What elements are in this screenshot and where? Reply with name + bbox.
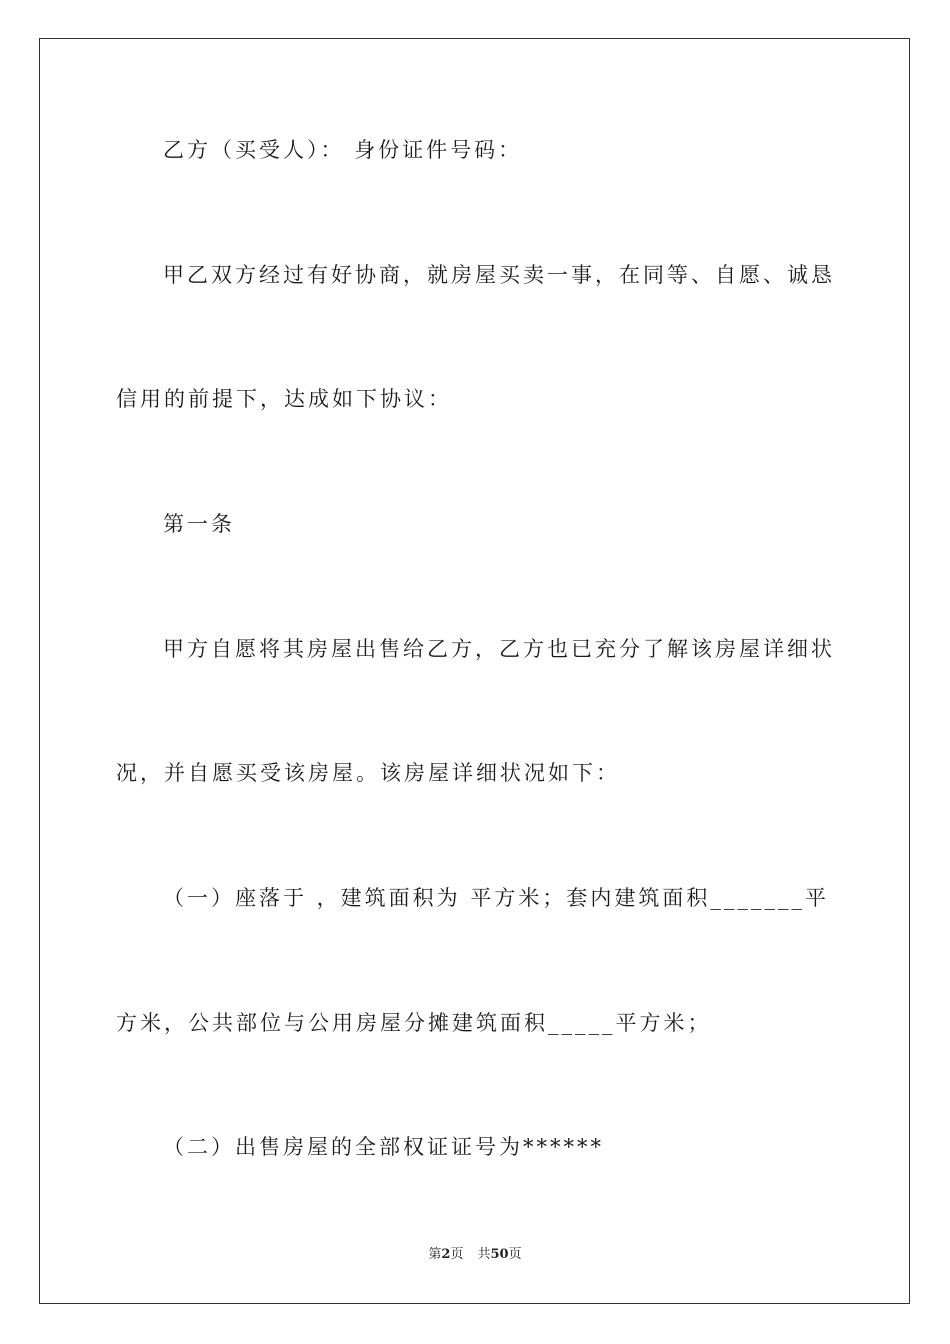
total-pages: 50 xyxy=(490,1247,509,1262)
page-suffix: 页 xyxy=(450,1247,464,1262)
paragraph-article-line-2: 况，并自愿买受该房屋。该房屋详细状况如下： xyxy=(116,761,620,785)
page-number: 2 xyxy=(441,1247,451,1262)
clause-1-line-2: 方米，公共部位与公用房屋分摊建筑面积_____平方米； xyxy=(116,1011,712,1035)
buyer-line: 乙方（买受人）： 身份证件号码： xyxy=(163,138,523,162)
page-prefix: 第 xyxy=(428,1247,442,1262)
article-heading: 第一条 xyxy=(163,512,235,536)
page-footer xyxy=(0,1246,950,1264)
clause-1-line-1: （一）座落于 ，建筑面积为 平方米；套内建筑面积_______平 xyxy=(163,886,829,910)
paragraph-article-line-1: 甲方自愿将其房屋出售给乙方，乙方也已充分了解该房屋详细状 xyxy=(163,637,835,661)
paragraph-intro-line-2: 信用的前提下，达成如下协议： xyxy=(116,387,452,411)
page-border xyxy=(39,38,910,1304)
paragraph-intro-line-1: 甲乙双方经过有好协商，就房屋买卖一事，在同等、自愿、诚恳 xyxy=(163,263,835,287)
clause-2-line-1: （二）出售房屋的全部权证证号为****** xyxy=(163,1135,604,1159)
total-prefix: 共 xyxy=(477,1247,491,1262)
total-suffix: 页 xyxy=(508,1247,522,1262)
